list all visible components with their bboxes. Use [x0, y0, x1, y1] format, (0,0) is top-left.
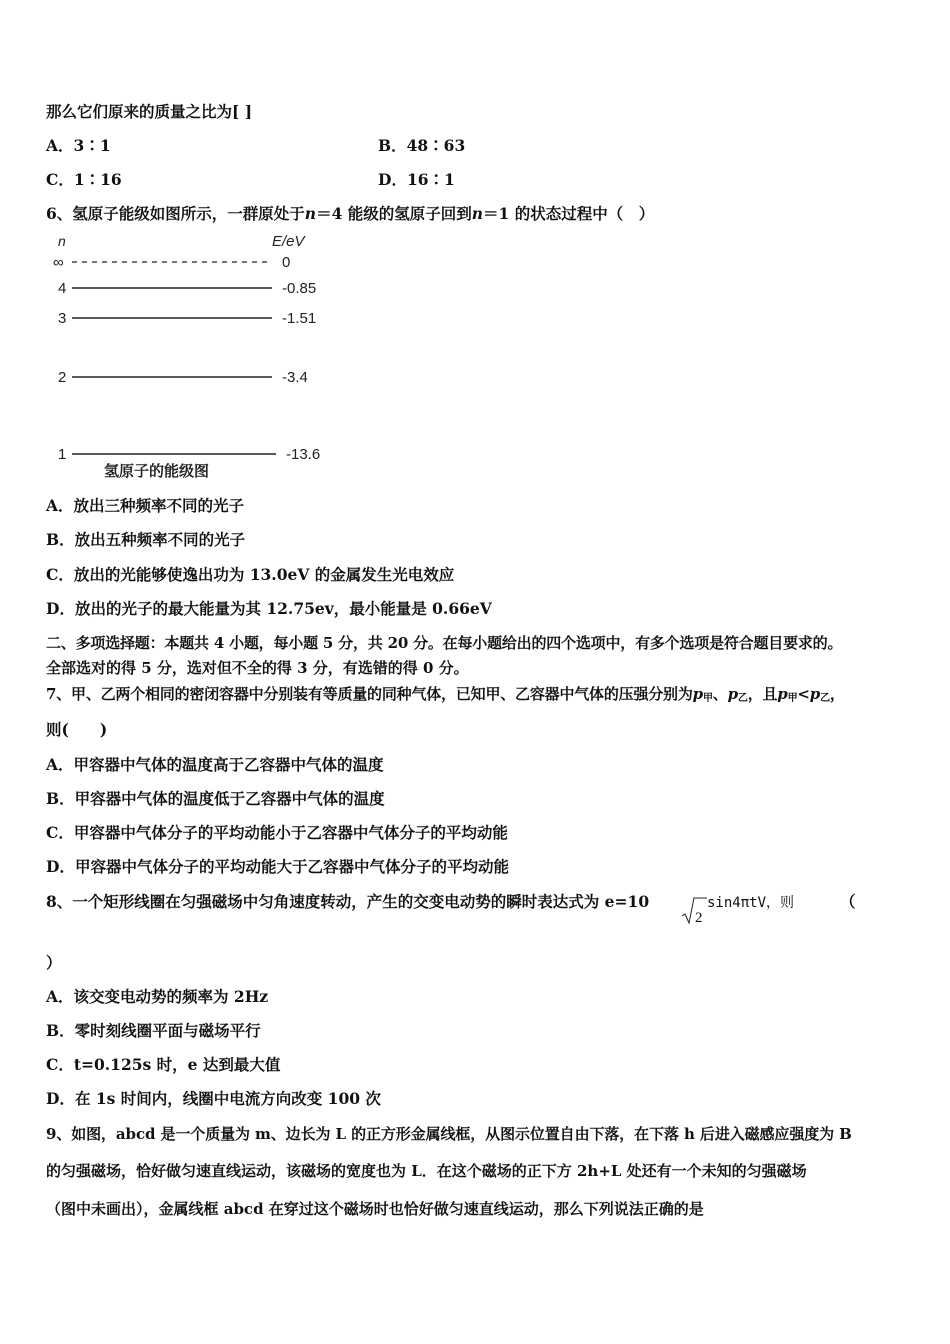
q5-stem: 那么它们原来的质量之比为[ ]: [46, 102, 253, 121]
section2-rules: 全部选对的得 5 分，选对但不全的得 3 分，有选错的得 0 分。: [46, 659, 469, 677]
q6-option-c: C．放出的光能够使逸出功为 13.0eV 的金属发生光电效应: [46, 565, 455, 584]
q8-option-b: B．零时刻线圈平面与磁场平行: [46, 1021, 261, 1040]
section2-heading: 二、多项选择题：本题共 4 小题，每小题 5 分，共 20 分。在每小题给出的四个选项中，有多个选项是符合题目要求的。: [46, 634, 843, 652]
energy-level-diagram: [50, 232, 340, 484]
q7-option-b: B．甲容器中气体的温度低于乙容器中气体的温度: [46, 789, 385, 808]
q8-paren-open: （: [840, 892, 856, 911]
q8-paren-close: ）: [46, 953, 62, 972]
q6-option-d: D．放出的光子的最大能量为其 12.75ev，最小能量是 0.66eV: [46, 599, 492, 618]
q9-line-2: 的匀强磁场，恰好做匀速直线运动，该磁场的宽度也为 L．在这个磁场的正下方 2h+L 处还有一个未知的匀强磁场: [46, 1162, 807, 1180]
q5-option-b: B．48∶63: [378, 136, 466, 155]
q8-option-a: A．该交变电动势的频率为 2Hz: [46, 987, 269, 1006]
energy-level-e-label: -1.51: [282, 310, 317, 327]
q7-option-c: C．甲容器中气体分子的平均动能小于乙容器中气体分子的平均动能: [46, 823, 508, 842]
sqrt-symbol: [681, 896, 707, 926]
energy-level-e-label: -0.85: [282, 280, 317, 297]
q7-stem-end: 则( ): [46, 720, 108, 739]
q6-option-b: B．放出五种频率不同的光子: [46, 530, 246, 549]
q8-option-d: D．在 1s 时间内，线圈中电流方向改变 100 次: [46, 1089, 381, 1108]
q8-option-c: C．t=0.125s 时，e 达到最大值: [46, 1055, 281, 1074]
energy-level-n-label: 1: [58, 446, 67, 463]
q9-line-3: （图中未画出），金属线框 abcd 在穿过这个磁场时也恰好做匀速直线运动，那么下列说法正确的是: [46, 1200, 704, 1218]
energy-level-e-label: -3.4: [282, 369, 308, 386]
energy-level-e-label: -13.6: [286, 446, 321, 463]
energy-level-n-label: 2: [58, 369, 67, 386]
q5-option-c: C．1∶16: [46, 170, 122, 189]
energy-level-n-label: 4: [58, 280, 67, 297]
energy-level-n-label: ∞: [53, 254, 64, 271]
q9-line-1: 9、如图，abcd 是一个质量为 m、边长为 L 的正方形金属线框，从图示位置自由下落，在下落 h 后进入磁感应强度为 B: [46, 1125, 852, 1143]
diagram-e-header: E/eV: [272, 233, 305, 250]
q8-stem-expr: sin4πtV，则: [707, 895, 795, 911]
q5-option-d: D．16∶1: [378, 170, 455, 189]
sqrt-radicand: 2: [695, 910, 703, 926]
diagram-caption: 氢原子的能级图: [104, 463, 210, 480]
q7-option-d: D．甲容器中气体分子的平均动能大于乙容器中气体分子的平均动能: [46, 857, 509, 876]
q6-option-a: A．放出三种频率不同的光子: [46, 496, 245, 515]
q7-option-a: A．甲容器中气体的温度高于乙容器中气体的温度: [46, 755, 384, 774]
diagram-n-header: n: [58, 233, 66, 249]
energy-level-e-label: 0: [282, 254, 291, 271]
q8-stem: 8、一个矩形线圈在匀强磁场中匀角速度转动，产生的交变电动势的瞬时表达式为 e=10: [46, 892, 650, 911]
q6-stem: 6、氢原子能级如图所示，一群原处于n＝4 能级的氢原子回到n＝1 的状态过程中（ ）: [46, 204, 655, 223]
energy-level-n-label: 3: [58, 310, 67, 327]
q7-stem: 7、甲、乙两个相同的密闭容器中分别装有等质量的同种气体，已知甲、乙容器中气体的压强分别为$p_甲$、$p_乙$，且$p_甲<p_乙$，: [46, 685, 845, 704]
q5-option-a: A．3∶1: [46, 136, 111, 155]
